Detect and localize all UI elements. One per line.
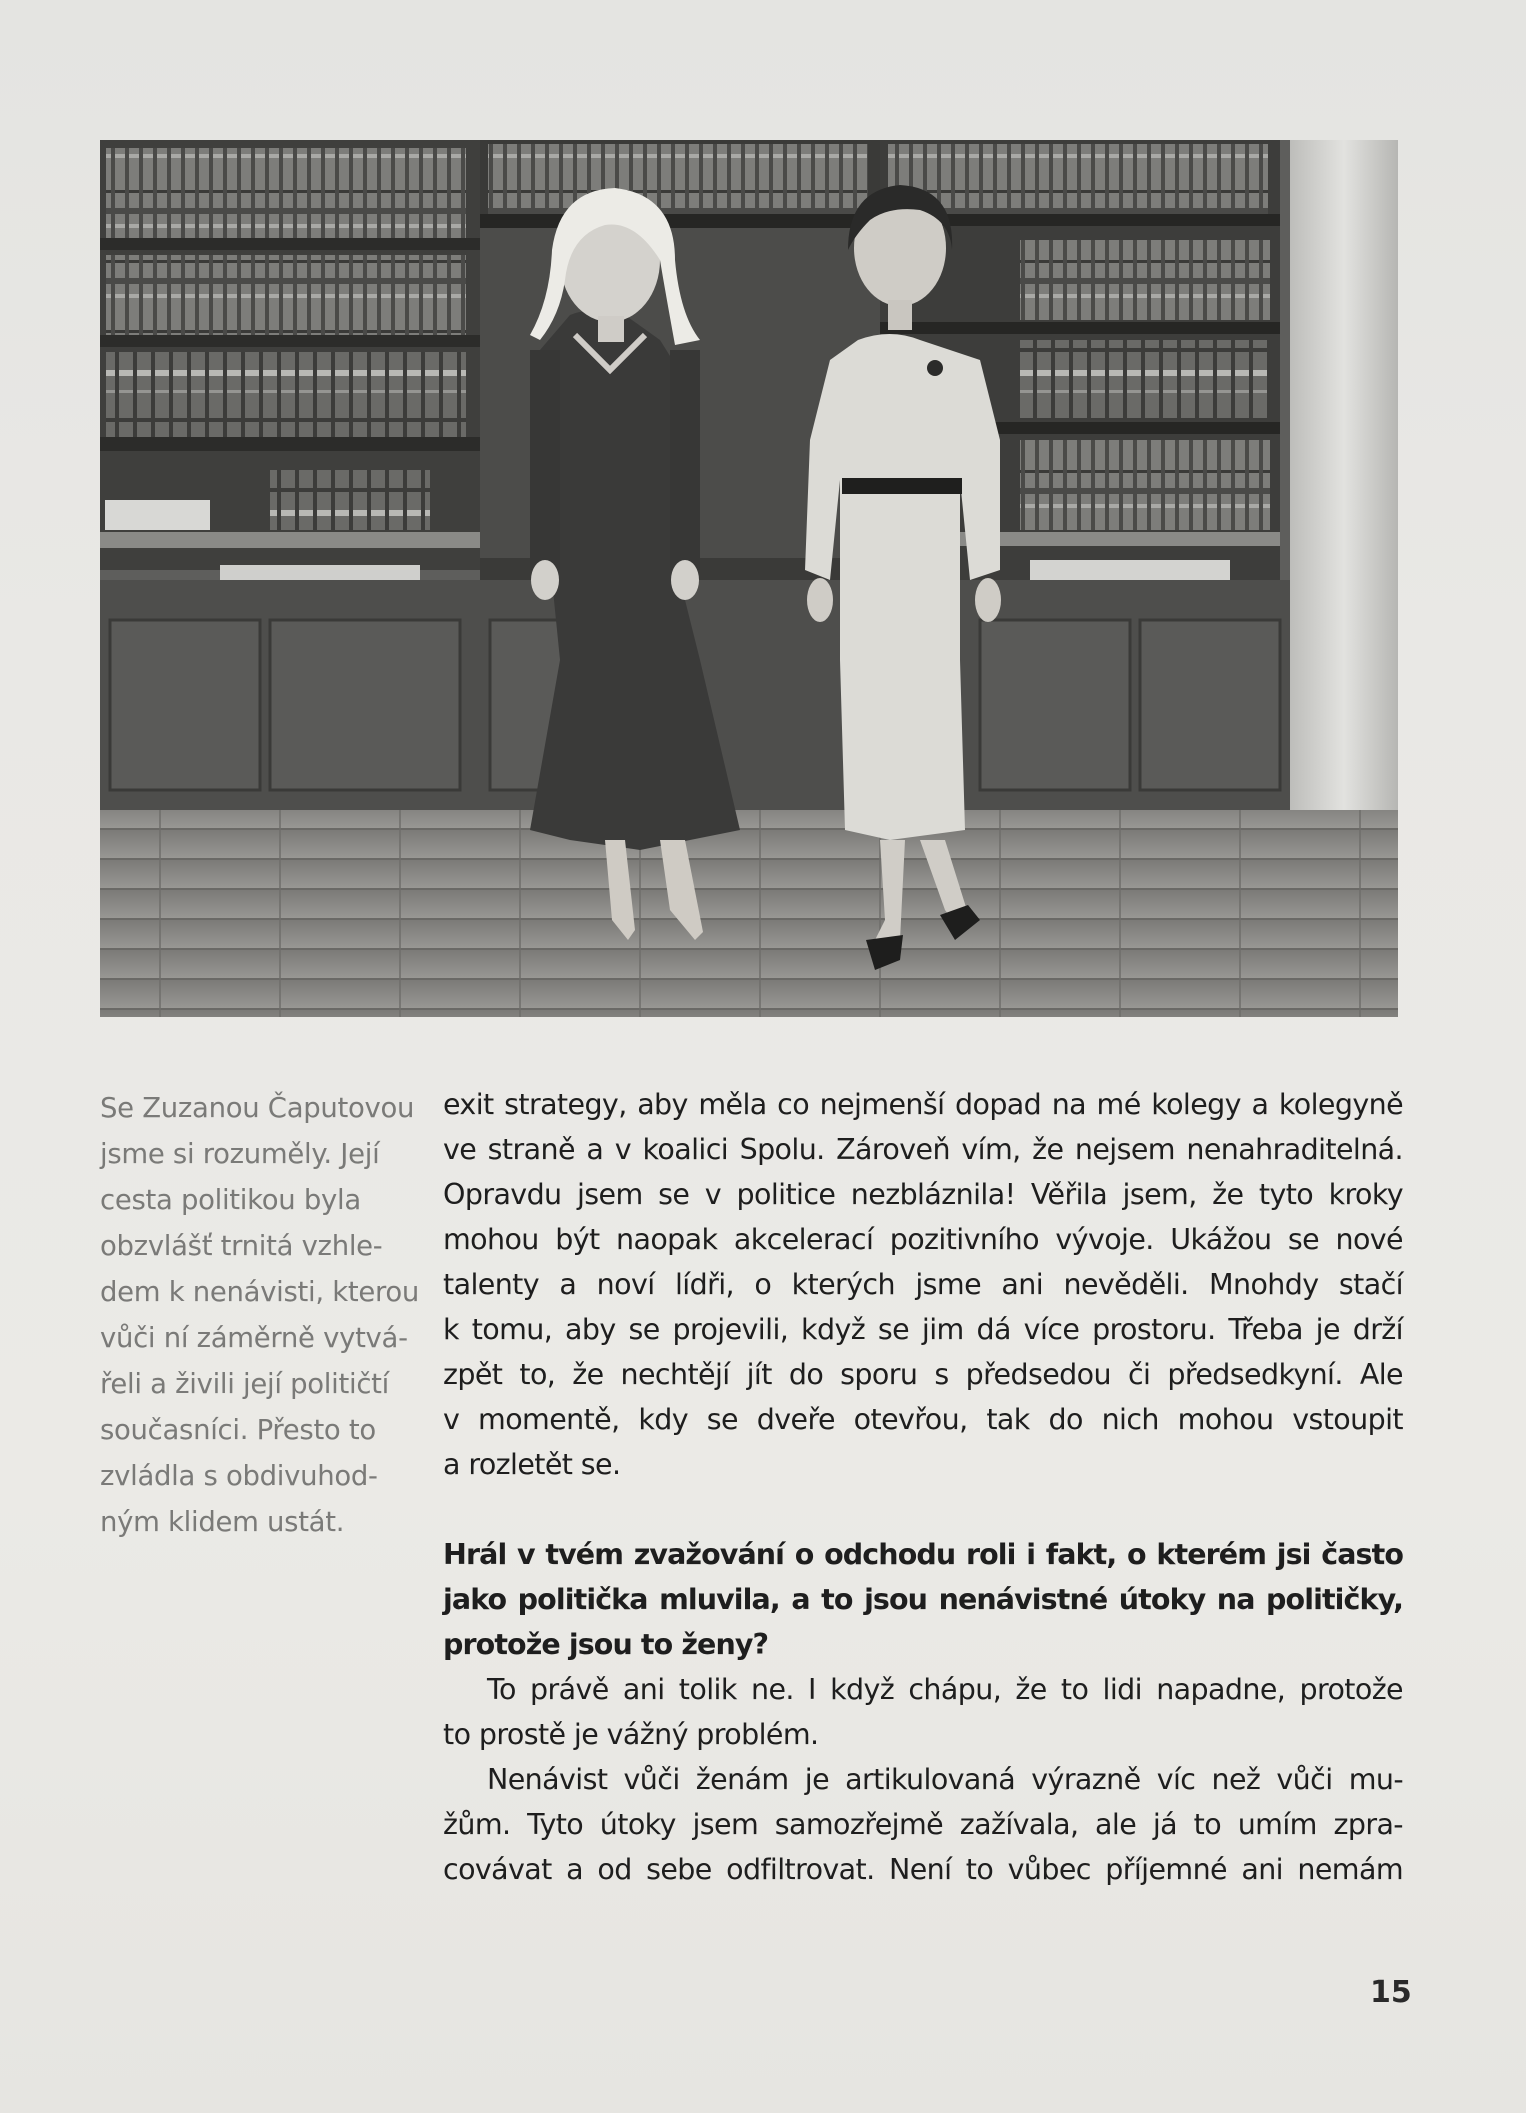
body-line: To právě ani tolik ne. I když chápu, že to lidi napadne, protože xyxy=(487,1673,1403,1706)
photo-caption xyxy=(100,1085,420,1545)
photo-illustration xyxy=(100,140,1398,1017)
caption-line: obzvlášť trnitá vzhle- xyxy=(100,1230,383,1262)
question-line: jako politička mluvila, a to jsou nenávistné útoky na političky, xyxy=(443,1583,1403,1616)
question-line: Hrál v tvém zvažování o odchodu roli i fakt, o kterém jsi často xyxy=(443,1538,1403,1571)
body-line: a rozletět se. xyxy=(443,1448,621,1481)
left-bookcase xyxy=(100,140,480,583)
body-line: Opravdu jsem se v politice nezbláznila! Věřila jsem, že tyto kroky xyxy=(443,1178,1403,1211)
caption-line: cesta politikou byla xyxy=(100,1184,361,1216)
caption-line: Se Zuzanou Čaputovou xyxy=(100,1092,415,1124)
body-line: Nenávist vůči ženám je artikulovaná výrazně víc než vůči mu- xyxy=(487,1763,1403,1796)
body-line: k tomu, aby se projevili, když se jim dá více prostoru. Třeba je drží xyxy=(443,1313,1403,1346)
question-line: protože jsou to ženy? xyxy=(443,1628,769,1661)
caption-line: dem k nenávisti, kterou xyxy=(100,1276,420,1308)
caption-line: zvládla s obdivuhod- xyxy=(100,1460,378,1492)
photograph xyxy=(100,140,1398,1017)
body-text xyxy=(443,1082,1403,1892)
body-line: v momentě, kdy se dveře otevřou, tak do nich mohou vstoupit xyxy=(443,1403,1403,1436)
body-line: covávat a od sebe odfiltrovat. Není to vůbec příjemné ani nemám xyxy=(443,1853,1403,1886)
paragraph-3 xyxy=(443,1757,1403,1892)
paragraph-2 xyxy=(443,1667,1403,1757)
body-line: exit strategy, aby měla co nejmenší dopad na mé kolegy a kolegyně xyxy=(443,1088,1403,1121)
column xyxy=(1290,140,1398,830)
caption-line: ným klidem ustát. xyxy=(100,1506,345,1538)
interview-question xyxy=(443,1532,1403,1667)
body-line: zpět to, že nechtějí jít do sporu s předsedou či předsedkyní. Ale xyxy=(443,1358,1403,1391)
page-number: 15 xyxy=(1370,1975,1412,2010)
body-line: to prostě je vážný problém. xyxy=(443,1718,819,1751)
body-line: žům. Tyto útoky jsem samozřejmě zažívala, ale já to umím zpra- xyxy=(443,1808,1403,1841)
body-line: mohou být naopak akcelerací pozitivního vývoje. Ukážou se nové xyxy=(443,1223,1403,1256)
caption-line: vůči ní záměrně vytvá- xyxy=(100,1322,408,1354)
caption-line: řeli a živili její političtí xyxy=(100,1368,389,1400)
parquet-floor xyxy=(100,810,1398,1017)
body-line: talenty a noví lídři, o kterých jsme ani nevěděli. Mnohdy stačí xyxy=(443,1268,1403,1301)
body-line: ve straně a v koalici Spolu. Zároveň vím, že nejsem nenahraditelná. xyxy=(443,1133,1403,1166)
caption-line: jsme si rozuměly. Její xyxy=(100,1138,380,1170)
paragraph-1 xyxy=(443,1082,1403,1487)
caption-line: současníci. Přesto to xyxy=(100,1414,376,1446)
